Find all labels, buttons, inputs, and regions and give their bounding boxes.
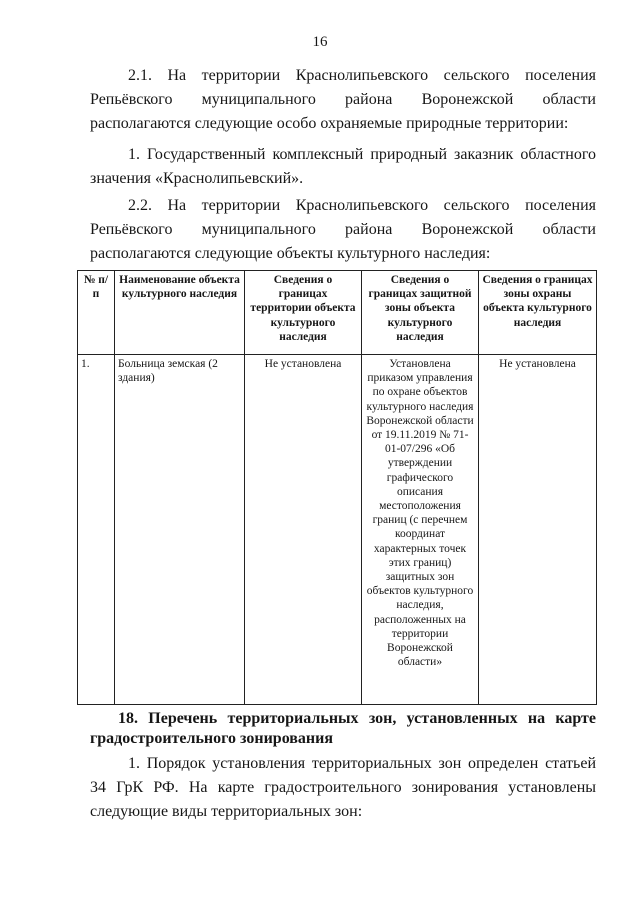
paragraph-2-1: 2.1. На территории Краснолипьевского сельского поселения Репьёвского муниципального района Воронежской области располагаются следующие особо охраняемые природные территории:: [90, 67, 596, 132]
cell-protection-zone-bounds: Не установлена: [479, 355, 597, 705]
paragraph-2-1-item: 1. Государственный комплексный природный заказник областного значения «Краснолипьевский».: [90, 146, 596, 187]
cell-territory-bounds: Не установлена: [245, 355, 362, 705]
section-18-heading-line2: градостроительного зонирования: [90, 730, 334, 747]
heritage-objects-table: [77, 270, 597, 705]
section-18-heading-line1: 18. Перечень территориальных зон, установленных на карте: [118, 710, 596, 727]
header-object-name: Наименование объекта культурного наследия: [115, 271, 245, 355]
page-number: 16: [312, 34, 328, 50]
cell-object-name: Больница земская (2 здания): [115, 355, 245, 705]
header-number: № п/п: [78, 271, 115, 355]
table-row: [78, 355, 597, 705]
cell-number: 1.: [78, 355, 115, 705]
header-protection-zone-bounds: Сведения о границах зоны охраны объекта культурного наследия: [479, 271, 597, 355]
header-protective-zone-bounds: Сведения о границах защитной зоны объекта культурного наследия: [362, 271, 479, 355]
cell-protective-zone-bounds: Установлена приказом управления по охране объектов культурного наследия Воронежской области от 19.11.2019 № 71-01-07/296 «Об утверждении графического описания местоположения границ (с перечнем координат характерных точек этих границ) защитных зон объектов культурного наследия, расположенных на территории Воронежской области»: [362, 355, 479, 705]
header-territory-bounds: Сведения о границах территории объекта культурного наследия: [245, 271, 362, 355]
section-18-heading: [90, 709, 596, 749]
table-header-row: [78, 271, 597, 355]
paragraph-18-1: 1. Порядок установления территориальных зон определен статьей 34 ГрК РФ. На карте градостроительного зонирования установлены следующие виды территориальных зон:: [90, 755, 596, 820]
paragraph-2-2: 2.2. На территории Краснолипьевского сельского поселения Репьёвского муниципального района Воронежской области располагаются следующие объекты культурного наследия:: [90, 197, 596, 262]
